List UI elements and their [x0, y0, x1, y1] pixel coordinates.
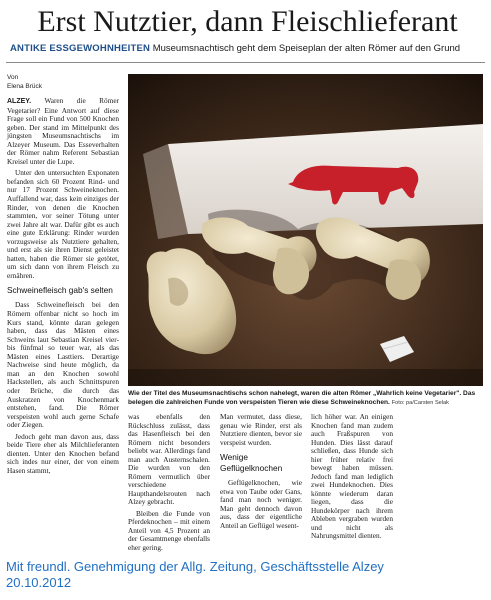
photo-caption	[128, 390, 483, 407]
footer-line: Mit freundl. Genehmigung der Allg. Zeitung, Geschäftsstelle Alzey	[6, 559, 384, 574]
article-subline	[10, 43, 485, 55]
section-kicker: ANTIKE ESSGEWOHNHEITEN	[10, 43, 151, 54]
text-column-4	[311, 413, 393, 544]
caption-text: Wie der Titel des Museumsnachtischs schon nahelegt, waren die alten Römer „Wahrlich keine Vegetarier". Das belegen die zahlreichen Funde von verspeisten Tieren wie diese Schweineknochen.	[128, 390, 476, 406]
header-divider	[6, 62, 485, 63]
article-photo	[128, 74, 483, 386]
paragraph: Unter den untersuchten Exponaten befanden sich 60 Prozent Rind- und nur 17 Prozent Schweineknochen. Auffallend war, dass kein einziges der Rinder, von denen die Knochen stammten, vor seiner Tötung unter zwei Jahre alt war. Dafür gibt es auch eine gute Erklärung: Rinder wurden vorzugsweise als Nutztiere gehalten, und erst als sie ihren Dienst geleistet hatten, haben die Römer sie getötet, um sich dann von ihrem Fleisch zu ernähren.	[7, 168, 119, 280]
text-column-2	[128, 413, 210, 555]
subline-text: Museumsnachtisch geht dem Speiseplan der alten Römer auf den Grund	[152, 43, 461, 54]
paragraph: Geflügelknochen, wie etwa von Taube oder Gans, fand man noch weniger. Man geht dennoch davon aus, dass der eigentliche Anteil an Geflügel wesent-	[220, 478, 302, 530]
footer-date: 20.10.2012	[6, 575, 72, 590]
dateline: ALZEY.	[7, 98, 32, 105]
paragraph-text: Waren die Römer Vegetarier? Eine Antwort auf diese Frage soll ein Fund von 500 Knochen geben. Der stand im Mittelpunkt des jüngsten Museumsnachtischs im Alzeyer Museum. Das Esseverhalten der Römer nahm Referent Sebastian Kreisel unter die Lupe.	[7, 96, 119, 166]
photo-credit: Foto: pa/Carsten Selak	[391, 399, 449, 406]
paragraph: Dass Schweinefleisch bei den Römern offenbar nicht so hoch im Kurs stand, könnte daran gelegen haben, dass das Mästen eines Schweins laut Sebastian Kreisel vier- bis fünfmal so teuer war, als das Mästen eines Lasttiers. Derartige Nachweise sind heute möglich, da man an den Knochen sowohl Hackstellen, als auch Schnittspuren oder Brüche, die durch das Auskratzen von Knochenmark entstehen, fand. Die Römer verspeisten wohl auch gerne Schafe oder Ziegen.	[7, 300, 119, 430]
bones-photo-image	[128, 74, 483, 386]
subheading: Wenige Geflügelknochen	[220, 452, 283, 473]
byline	[7, 73, 107, 91]
subheading: Schweinefleisch gab's selten	[7, 285, 113, 296]
paragraph: Man vermutet, dass diese, genau wie Rinder, erst als Nutztiere dienten, bevor sie verspeist wurden.	[220, 412, 302, 447]
paragraph: lich höher war. An einigen Knochen fand man zudem auch Fraßspuren von Hunden. Dies lässt darauf schließen, dass Hunde sich hier früher relativ frei bewegt haben müssen. Jedoch fand man lediglich zwei Hundeknochen. Dies könnte wiederum daran liegen, dass die Hundekörper nach ihrem Ableben vergraben wurden und nicht als Nahrungsmittel dienten.	[311, 412, 393, 540]
paragraph: Jedoch geht man davon aus, dass beide Tiere eher als Milchlieferanten dienten. Unter den Knochen befand sich indes nur einer, der von einem Hasen stammt,	[7, 431, 119, 475]
paragraph	[7, 97, 119, 166]
text-column-3	[220, 413, 302, 533]
permission-footer	[6, 559, 384, 591]
article-headline: Erst Nutztier, dann Fleischlieferant	[37, 5, 458, 38]
text-column-1	[7, 97, 119, 478]
byline-author: Elena Brück	[7, 83, 43, 90]
byline-label: Von	[7, 74, 19, 81]
paragraph: Bleiben die Funde von Pferdeknochen – mit einem Anteil von 4,5 Prozent an der Gesamtmenge ebenfalls eher gering.	[128, 508, 210, 552]
paragraph: was ebenfalls den Rückschluss zulässt, dass das Hasenfleisch bei den Römern nicht besonders beliebt war. Allerdings fand man auch Austernschalen. Die wurden von den Römern vermutlich über verschiedene Haupthandelsrouten nach Alzey gebracht.	[128, 412, 210, 506]
